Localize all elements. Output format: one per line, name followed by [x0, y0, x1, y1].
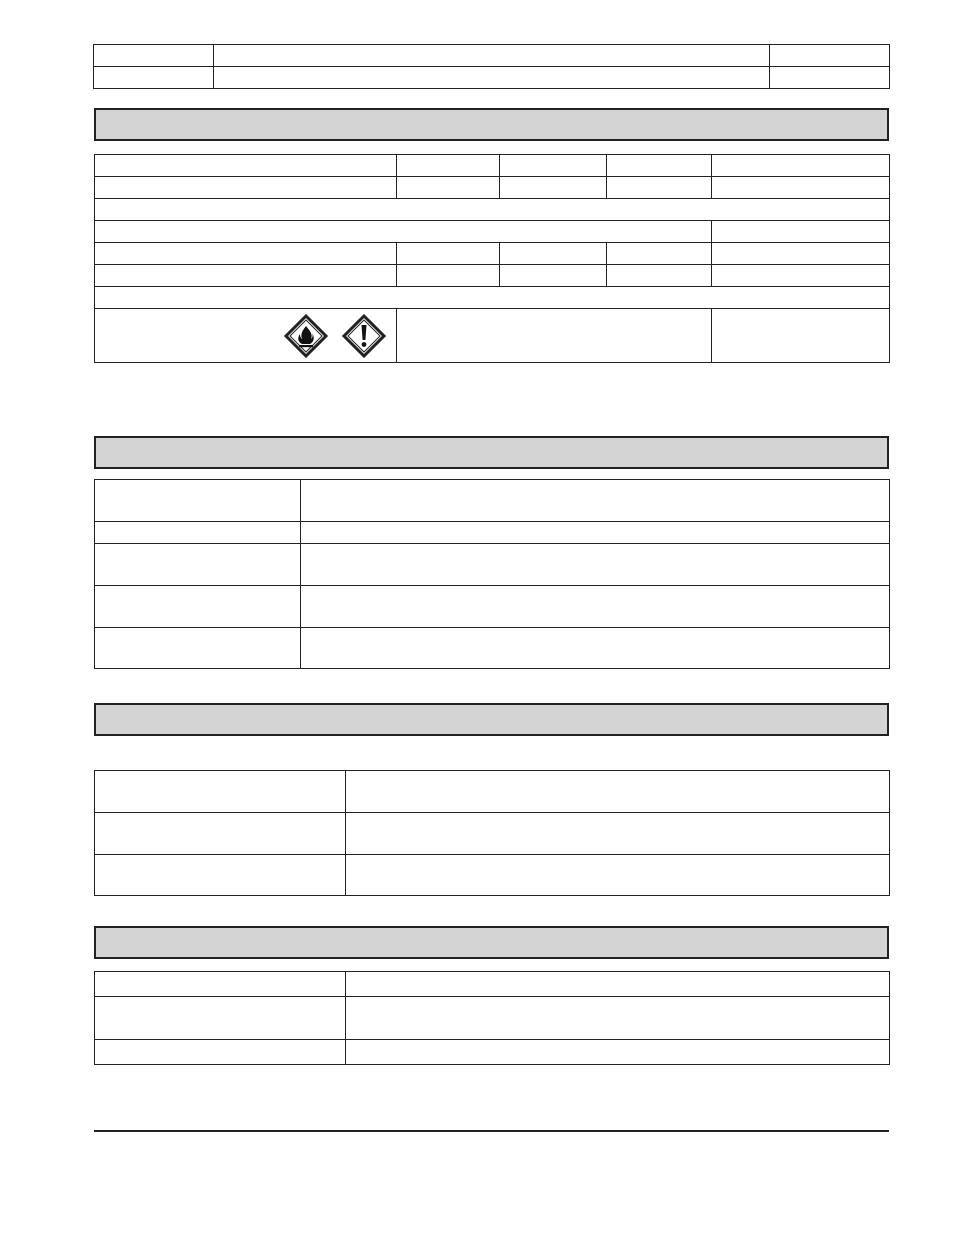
table-cell [500, 265, 607, 287]
section-2-header [94, 436, 889, 469]
row-value [346, 997, 890, 1040]
row-value [346, 972, 890, 997]
table-cell [712, 309, 890, 363]
table-cell [712, 243, 890, 265]
row-value [346, 1040, 890, 1065]
table-cell [712, 265, 890, 287]
table-cell [607, 155, 712, 177]
table-cell [95, 287, 890, 309]
row-label [95, 586, 301, 628]
row-value [301, 480, 890, 522]
table-cell [607, 177, 712, 199]
table-cell [397, 265, 500, 287]
exclamation-pictogram-icon [342, 314, 386, 358]
table-cell [712, 221, 890, 243]
table-cell [500, 155, 607, 177]
row-value [346, 771, 890, 813]
pictogram-cell [95, 309, 397, 363]
table-cell [95, 243, 397, 265]
row-label [95, 997, 346, 1040]
table-cell [500, 243, 607, 265]
flame-pictogram-icon [284, 314, 328, 358]
row-value [346, 813, 890, 855]
table-cell [397, 243, 500, 265]
row-label [95, 480, 301, 522]
table-cell [397, 177, 500, 199]
section-4-table [94, 971, 890, 1065]
row-label [95, 855, 346, 896]
section-3-table [94, 770, 890, 896]
row-label [95, 771, 346, 813]
header-table [93, 44, 890, 89]
table-cell [95, 199, 890, 221]
header-cell [214, 67, 770, 89]
table-cell [95, 177, 397, 199]
row-label [95, 972, 346, 997]
header-cell [770, 67, 890, 89]
row-label [95, 544, 301, 586]
section-2-table [94, 479, 890, 669]
row-value [301, 628, 890, 669]
row-value [346, 855, 890, 896]
row-label [95, 522, 301, 544]
table-cell [397, 155, 500, 177]
header-cell [94, 45, 214, 67]
row-label [95, 813, 346, 855]
header-cell [94, 67, 214, 89]
table-cell [397, 309, 712, 363]
table-cell [500, 177, 607, 199]
row-value [301, 522, 890, 544]
section-1-table [94, 154, 890, 363]
section-1-header [94, 108, 889, 141]
row-label [95, 628, 301, 669]
section-4-header [94, 926, 889, 959]
row-value [301, 586, 890, 628]
table-cell [607, 265, 712, 287]
table-cell [607, 243, 712, 265]
row-label [95, 1040, 346, 1065]
table-cell [95, 155, 397, 177]
footer-divider [94, 1130, 889, 1132]
row-value [301, 544, 890, 586]
table-cell [95, 221, 712, 243]
header-cell [770, 45, 890, 67]
header-cell [214, 45, 770, 67]
table-cell [95, 265, 397, 287]
table-cell [712, 155, 890, 177]
table-cell [712, 177, 890, 199]
section-3-header [94, 703, 889, 736]
